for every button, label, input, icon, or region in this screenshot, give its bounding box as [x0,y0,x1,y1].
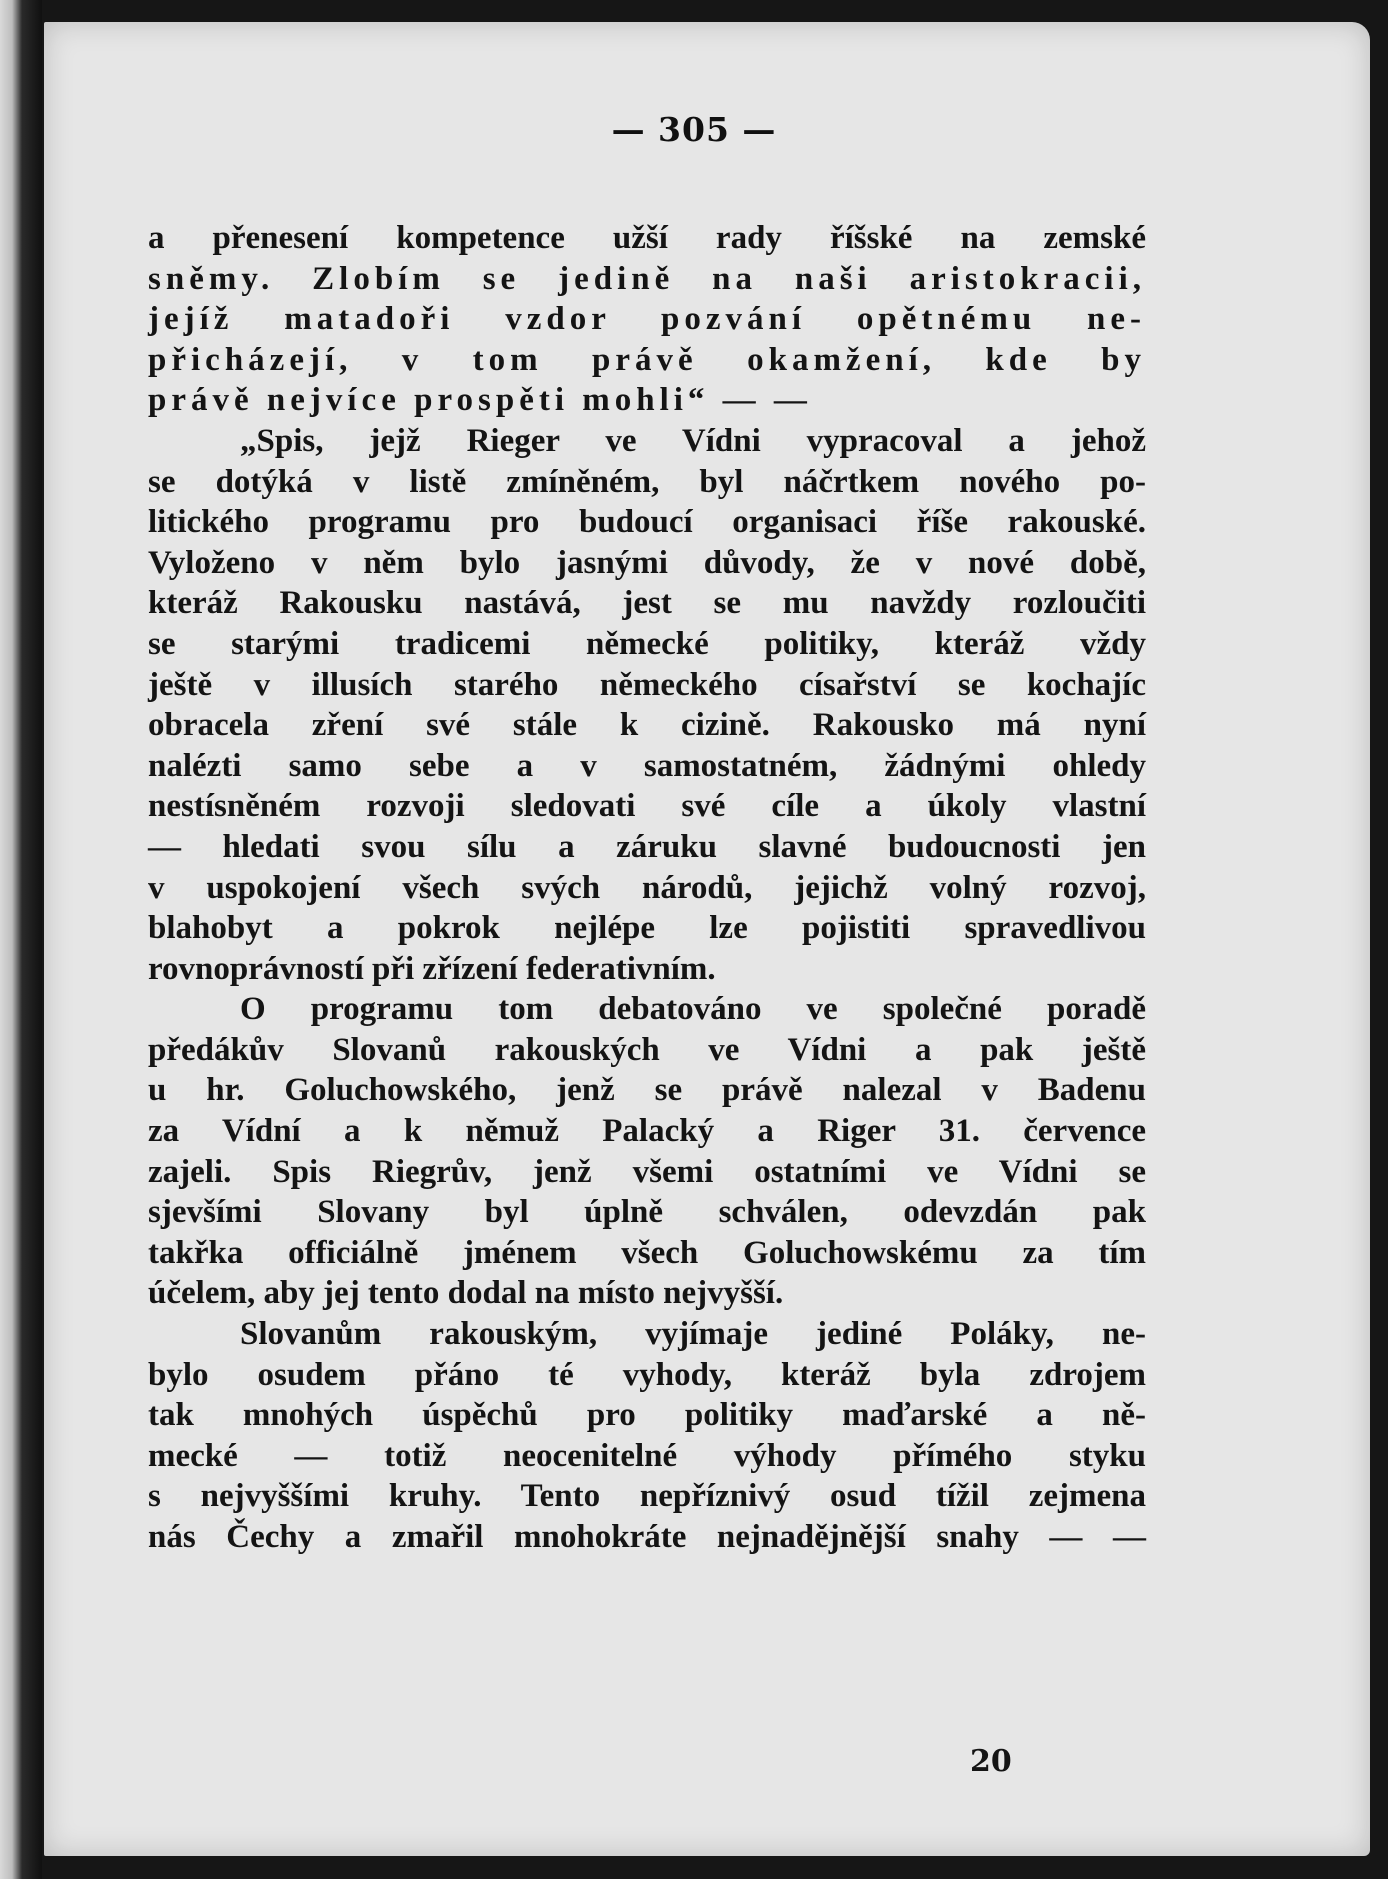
text-line: zajeli. Spis Riegrův, jenž všemi ostatními ve Vídni se [148,1153,1146,1190]
page-number: — 305 — [611,110,777,149]
text-line: v uspokojení všech svých národů, jejichž volný rozvoj, [148,869,1146,906]
text-line: obracela zření své stále k cizině. Rakousko má nyní [148,707,1146,744]
text-line: účelem, aby jej tento dodal na místo nejvyšší. [148,1275,784,1312]
text-line: „Spis, jejž Rieger ve Vídni vypracoval a jehož [240,422,1146,459]
text-line: za Vídní a k němuž Palacký a Riger 31. července [148,1113,1146,1150]
text-line: O programu tom debatováno ve společné poradě [240,991,1146,1028]
signature-mark: 20 [970,1744,1012,1779]
text-line: sjevšími Slovany byl úplně schválen, odevzdán pak [148,1194,1146,1231]
text-line: litického programu pro budoucí organisaci říše rakouské. [148,504,1146,541]
text-line: u hr. Goluchowského, jenž se právě nalezal v Badenu [148,1072,1146,1109]
book-binding-edge [0,0,42,1879]
text-line: rovnoprávností při zřízení federativním. [148,950,716,987]
text-line: Vyloženo v něm bylo jasnými důvody, že v nové době, [148,544,1146,581]
body-text [148,218,1146,1558]
text-line: nestísněném rozvoji sledovati své cíle a úkoly vlastní [148,788,1146,825]
text-line: tak mnohých úspěchů pro politiky maďarské a ně- [148,1397,1146,1434]
text-line: mecké — totiž neocenitelné výhody přímého styku [148,1437,1146,1474]
text-line: se starými tradicemi německé politiky, kteráž vždy [148,625,1146,662]
text-line: takřka officiálně jménem všech Goluchowskému za tím [148,1234,1146,1271]
text-line: Slovanům rakouským, vyjímaje jediné Poláky, ne- [240,1316,1146,1353]
text-line: kteráž Rakousku nastává, jest se mu navždy rozloučiti [148,585,1146,622]
text-line: sněmy. Zlobím se jedině na naši aristokracii, [148,260,1146,297]
text-line: ještě v illusích starého německého císařství se kochajíc [148,666,1146,703]
text-line: a přenesení kompetence užší rady říšské na zemské [148,220,1146,256]
text-line: se dotýká v listě zmíněném, byl náčrtkem nového po- [148,463,1146,500]
text-line: nalézti samo sebe a v samostatném, žádnými ohledy [148,747,1146,784]
text-line: přicházejí, v tom právě okamžení, kde by [148,341,1146,378]
text-line: blahobyt a pokrok nejlépe lze pojistiti spravedlivou [148,910,1146,947]
text-line: právě nejvíce prospěti mohli“ — — [148,382,812,419]
text-line: předákův Slovanů rakouských ve Vídni a pak ještě [148,1031,1146,1068]
text-line: nás Čechy a zmařil mnohokráte nejnadějnější snahy — — [148,1519,1146,1555]
text-line: jejíž matadoři vzdor pozvání opětnému ne- [148,301,1146,338]
text-line: — hledati svou sílu a záruku slavné budoucnosti jen [148,828,1146,865]
text-line: bylo osudem přáno té vyhody, kteráž byla zdrojem [148,1356,1146,1393]
text-line: s nejvyššími kruhy. Tento nepříznivý osud tížil zejmena [148,1478,1146,1515]
